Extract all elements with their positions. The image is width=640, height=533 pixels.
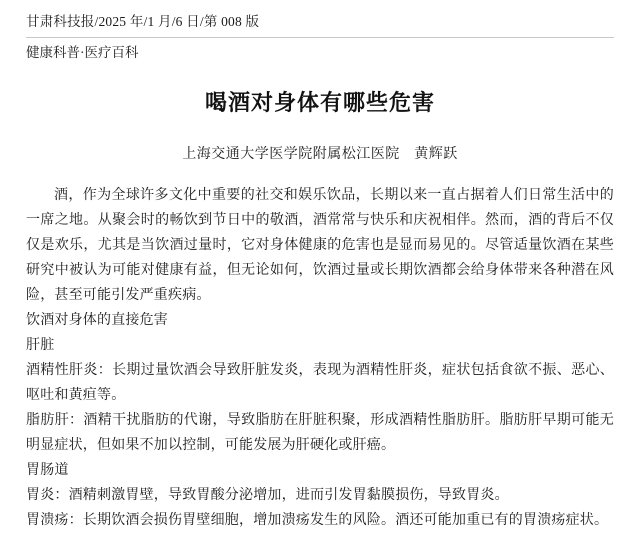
article-body [26, 183, 614, 533]
paragraph-intro: 酒，作为全球许多文化中重要的社交和娱乐饮品，长期以来一直占据着人们日常生活中的一席之地。从聚会时的畅饮到节日中的敬酒，酒常常与快乐和庆祝相伴。然而，酒的背后不仅仅是欢乐，尤其是当饮酒过量时，它对身体健康的危害也是显而易见的。尽管适量饮酒在某些研究中被认为可能对健康有益，但无论如何，饮酒过量或长期饮酒都会给身体带来各种潜在风险，甚至可能引发严重疾病。 [26, 188, 614, 303]
subheading-liver: 肝脏 [26, 338, 55, 353]
section-heading-direct-harm: 饮酒对身体的直接危害 [26, 313, 168, 328]
section-kicker: 健康科普·医疗百科 [26, 45, 139, 60]
paragraph-alcoholic-hepatitis: 酒精性肝炎：长期过量饮酒会导致肝脏发炎，表现为酒精性肝炎，症状包括食欲不振、恶心、呕吐和黄疸等。 [26, 363, 614, 403]
paragraph-fatty-liver: 脂肪肝：酒精干扰脂肪的代谢，导致脂肪在肝脏积聚，形成酒精性脂肪肝。脂肪肝早期可能无明显症状，但如果不加以控制，可能发展为肝硬化或肝癌。 [26, 413, 614, 453]
masthead [26, 12, 614, 32]
subheading-gastrointestinal: 胃肠道 [26, 463, 69, 478]
page-title: 喝酒对身体有哪些危害 [204, 90, 435, 115]
masthead-issue-line: 甘肃科技报/2025 年/1 月/6 日/第 008 版 [26, 14, 260, 29]
paragraph-gastric-ulcer: 胃溃疡：长期饮酒会损伤胃壁细胞，增加溃疡发生的风险。酒还可能加重已有的胃溃疡症状。 [26, 513, 609, 528]
paragraph-gastritis: 胃炎：酒精刺激胃壁，导致胃酸分泌增加，进而引发胃黏膜损伤，导致胃炎。 [26, 488, 509, 503]
byline: 上海交通大学医学院附属松江医院 黄辉跃 [182, 147, 458, 162]
masthead-divider [26, 37, 614, 38]
